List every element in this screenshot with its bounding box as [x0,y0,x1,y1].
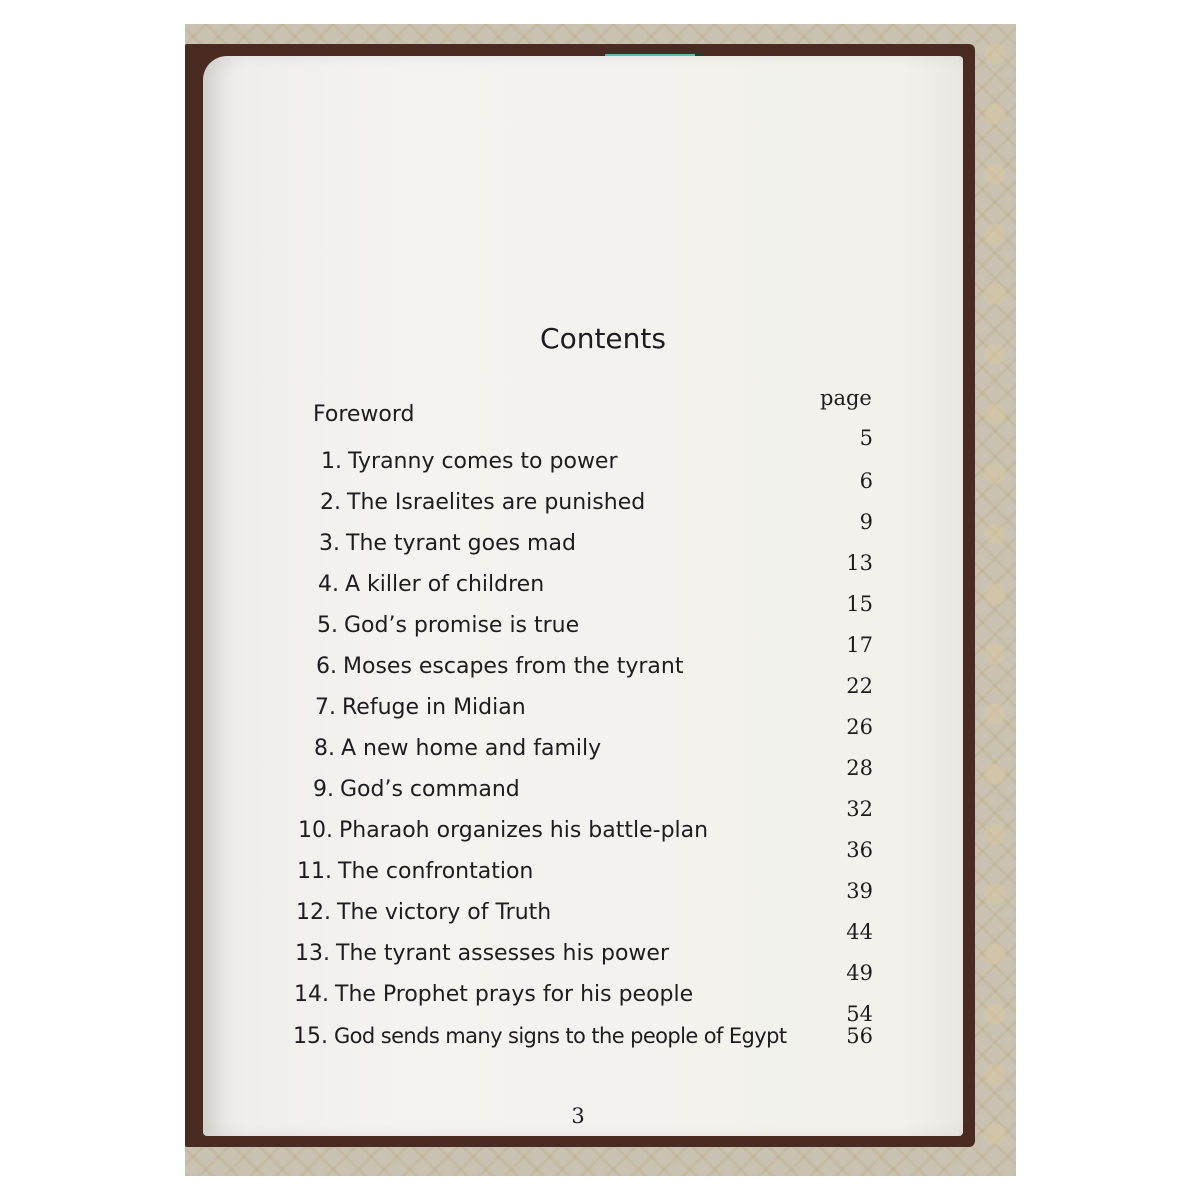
toc-entry [203,736,903,780]
entry-page: 39 [846,879,873,903]
entry-title: God’s command [340,777,520,802]
toc-entry [203,449,903,493]
entry-page: 36 [846,838,873,862]
entry-number: 14. [294,982,329,1007]
entry-page: 15 [846,592,873,616]
entry-number: 15. [293,1024,328,1049]
toc-entry [203,1024,903,1054]
entry-title: A new home and family [341,736,602,761]
entry-number: 2. [320,490,341,515]
entry-title: Tyranny comes to power [348,449,618,474]
toc-entry [203,572,903,616]
entry-title: The tyrant assesses his power [336,941,670,966]
entry-title: The tyrant goes mad [346,531,576,556]
entry-page: 9 [859,510,873,534]
entry-number: 12. [296,900,331,925]
foreword-page: 5 [859,426,873,450]
entry-page: 32 [846,797,873,821]
page-title: Contents [540,322,666,355]
entry-title: Refuge in Midian [342,695,526,720]
entry-page: 54 [846,1002,873,1026]
entry-page: 13 [846,551,873,575]
toc-entry [203,982,903,1026]
entry-number: 5. [317,613,338,638]
toc-entry [203,695,903,739]
entry-page: 49 [846,961,873,985]
entry-page: 56 [846,1024,873,1048]
entry-number: 10. [298,818,333,843]
entry-number: 1. [321,449,342,474]
contents-page [203,56,963,1136]
entry-number: 8. [314,736,335,761]
entry-title: The victory of Truth [337,900,552,925]
foreword-label: Foreword [313,402,415,427]
toc-entry [203,941,903,985]
entry-title: A killer of children [345,572,545,597]
page-column-header: page [820,386,872,410]
entry-title: Moses escapes from the tyrant [343,654,684,679]
toc-entry [203,859,903,903]
entry-number: 7. [315,695,336,720]
entry-number: 11. [297,859,332,884]
toc-entry [203,900,903,944]
toc-entry [203,777,903,821]
entry-title: God’s promise is true [344,613,580,638]
entry-title: The confrontation [338,859,534,884]
entry-number: 9. [313,777,334,802]
entry-page: 26 [846,715,873,739]
toc-entry [203,490,903,534]
page-number: 3 [571,1104,585,1128]
entry-title: The Israelites are punished [347,490,646,515]
book-photo [185,24,1016,1176]
entry-number: 6. [316,654,337,679]
entry-page: 6 [859,469,873,493]
toc-entry [203,654,903,698]
toc-entry [203,531,903,575]
toc-entry [203,818,903,862]
entry-title: Pharaoh organizes his battle-plan [339,818,709,843]
entry-title: God sends many signs to the people of Egypt [334,1024,787,1048]
entry-page: 44 [846,920,873,944]
entry-page: 28 [846,756,873,780]
entry-title: The Prophet prays for his people [335,982,694,1007]
entry-page: 17 [846,633,873,657]
entry-page: 22 [846,674,873,698]
toc-entry [203,613,903,657]
entry-number: 4. [318,572,339,597]
entry-number: 13. [295,941,330,966]
entry-number: 3. [319,531,340,556]
